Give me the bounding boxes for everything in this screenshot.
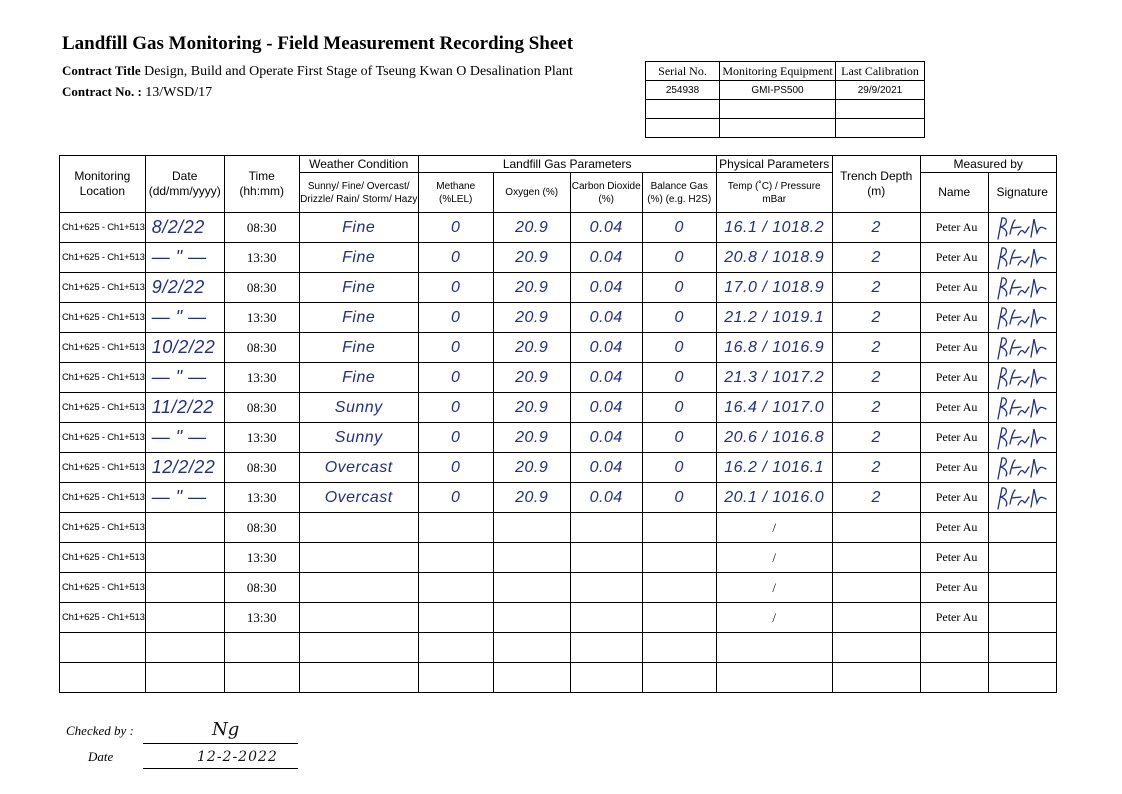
contract-title-value: Design, Build and Operate First Stage of Tseung Kwan O Desalination Plant <box>144 64 573 79</box>
header-trench-depth: Trench Depth (m) <box>832 156 920 213</box>
date-cell: 12/2/22 <box>145 453 224 483</box>
signature-cell <box>988 543 1056 573</box>
header-gas-group: Landfill Gas Parameters <box>418 156 716 173</box>
contract-no-line <box>62 84 212 101</box>
trench-depth-cell: 2 <box>832 213 920 243</box>
equipment-empty-cell <box>836 119 925 138</box>
oxygen-cell <box>493 603 570 633</box>
handwritten-signature <box>994 215 1050 241</box>
oxygen-cell: 20.9 <box>493 273 570 303</box>
trench-depth-cell: 2 <box>832 483 920 513</box>
date-cell: 10/2/22 <box>145 333 224 363</box>
check-date-value: 12-2-2022 <box>197 749 278 765</box>
temp-pressure-cell: / <box>716 543 832 573</box>
header-physical-group: Physical Parameters <box>716 156 832 173</box>
temp-pressure-cell <box>716 663 832 693</box>
location-cell: Ch1+625 - Ch1+513 <box>60 333 146 363</box>
name-cell: Peter Au <box>920 303 988 333</box>
table-row <box>60 303 1057 333</box>
table-row <box>60 423 1057 453</box>
signature-cell <box>988 243 1056 273</box>
carbon-dioxide-cell: 0.04 <box>570 393 642 423</box>
temp-pressure-cell: / <box>716 513 832 543</box>
time-cell: 08:30 <box>224 393 299 423</box>
oxygen-cell: 20.9 <box>493 453 570 483</box>
weather-cell <box>299 663 418 693</box>
time-cell <box>224 633 299 663</box>
handwritten-signature <box>994 335 1050 361</box>
carbon-dioxide-cell <box>570 603 642 633</box>
carbon-dioxide-cell <box>570 543 642 573</box>
trench-depth-cell <box>832 663 920 693</box>
trench-depth-cell <box>832 633 920 663</box>
weather-cell: Fine <box>299 303 418 333</box>
carbon-dioxide-cell <box>570 573 642 603</box>
carbon-dioxide-cell: 0.04 <box>570 483 642 513</box>
balance-gas-cell: 0 <box>642 273 716 303</box>
carbon-dioxide-cell: 0.04 <box>570 363 642 393</box>
temp-pressure-cell: / <box>716 573 832 603</box>
handwritten-signature <box>994 245 1050 271</box>
balance-gas-cell <box>642 513 716 543</box>
time-cell: 13:30 <box>224 603 299 633</box>
temp-pressure-cell: 20.1 / 1016.0 <box>716 483 832 513</box>
carbon-dioxide-cell: 0.04 <box>570 333 642 363</box>
header-name: Name <box>920 173 988 213</box>
date-cell: 11/2/22 <box>145 393 224 423</box>
date-cell <box>145 513 224 543</box>
balance-gas-cell <box>642 603 716 633</box>
methane-cell: 0 <box>418 213 493 243</box>
methane-cell <box>418 603 493 633</box>
name-cell: Peter Au <box>920 213 988 243</box>
date-cell: 9/2/22 <box>145 273 224 303</box>
date-cell <box>145 543 224 573</box>
weather-cell: Fine <box>299 273 418 303</box>
oxygen-cell: 20.9 <box>493 363 570 393</box>
header-balance-gas: Balance Gas (%) (e.g. H2S) <box>642 173 716 213</box>
weather-cell: Overcast <box>299 483 418 513</box>
header-date: Date (dd/mm/yyyy) <box>145 156 224 213</box>
trench-depth-cell: 2 <box>832 273 920 303</box>
table-row <box>60 243 1057 273</box>
temp-pressure-cell: 16.2 / 1016.1 <box>716 453 832 483</box>
methane-cell: 0 <box>418 243 493 273</box>
equipment-serial-no: 254938 <box>646 81 720 100</box>
handwritten-signature <box>994 485 1050 511</box>
weather-cell: Overcast <box>299 453 418 483</box>
methane-cell: 0 <box>418 333 493 363</box>
time-cell: 08:30 <box>224 213 299 243</box>
location-cell <box>60 663 146 693</box>
balance-gas-cell: 0 <box>642 453 716 483</box>
equipment-header-serial: Serial No. <box>646 62 720 81</box>
date-cell <box>145 573 224 603</box>
methane-cell <box>418 573 493 603</box>
table-row <box>60 603 1057 633</box>
date-cell: — " — <box>145 243 224 273</box>
equipment-table <box>645 61 925 138</box>
weather-cell <box>299 513 418 543</box>
location-cell: Ch1+625 - Ch1+513 <box>60 453 146 483</box>
header-location: Monitoring Location <box>60 156 146 213</box>
weather-cell <box>299 573 418 603</box>
trench-depth-cell <box>832 513 920 543</box>
signature-cell <box>988 633 1056 663</box>
measurement-table <box>59 155 1057 693</box>
checked-by-label: Checked by : <box>66 723 134 738</box>
name-cell: Peter Au <box>920 393 988 423</box>
contract-no-value: 13/WSD/17 <box>145 85 213 100</box>
temp-pressure-cell: 16.4 / 1017.0 <box>716 393 832 423</box>
checked-by-value: Ng <box>212 719 240 740</box>
time-cell: 08:30 <box>224 573 299 603</box>
weather-cell: Fine <box>299 243 418 273</box>
balance-gas-cell: 0 <box>642 423 716 453</box>
date-cell <box>145 663 224 693</box>
date-cell: — " — <box>145 423 224 453</box>
location-cell: Ch1+625 - Ch1+513 <box>60 243 146 273</box>
date-cell: — " — <box>145 363 224 393</box>
time-cell: 08:30 <box>224 513 299 543</box>
header-temp-pressure: Temp (˚C) / Pressure mBar <box>716 173 832 213</box>
oxygen-cell: 20.9 <box>493 333 570 363</box>
trench-depth-cell: 2 <box>832 393 920 423</box>
balance-gas-cell: 0 <box>642 363 716 393</box>
header-signature: Signature <box>988 173 1056 213</box>
location-cell: Ch1+625 - Ch1+513 <box>60 303 146 333</box>
carbon-dioxide-cell: 0.04 <box>570 423 642 453</box>
check-date-label: Date <box>88 749 114 764</box>
table-row <box>60 453 1057 483</box>
table-row <box>60 633 1057 663</box>
name-cell: Peter Au <box>920 333 988 363</box>
handwritten-signature <box>994 305 1050 331</box>
balance-gas-cell <box>642 543 716 573</box>
oxygen-cell: 20.9 <box>493 213 570 243</box>
header-weather-group: Weather Condition <box>299 156 418 173</box>
check-date-line <box>143 768 298 769</box>
methane-cell: 0 <box>418 363 493 393</box>
trench-depth-cell <box>832 603 920 633</box>
equipment-empty-cell <box>720 119 836 138</box>
trench-depth-cell <box>832 543 920 573</box>
temp-pressure-cell <box>716 633 832 663</box>
methane-cell <box>418 513 493 543</box>
date-cell: 8/2/22 <box>145 213 224 243</box>
time-cell: 13:30 <box>224 543 299 573</box>
signature-cell <box>988 273 1056 303</box>
table-row <box>60 363 1057 393</box>
temp-pressure-cell: 20.8 / 1018.9 <box>716 243 832 273</box>
equipment-empty-cell <box>646 100 720 119</box>
signature-cell <box>988 513 1056 543</box>
temp-pressure-cell: 21.2 / 1019.1 <box>716 303 832 333</box>
time-cell: 13:30 <box>224 483 299 513</box>
location-cell: Ch1+625 - Ch1+513 <box>60 213 146 243</box>
trench-depth-cell: 2 <box>832 243 920 273</box>
carbon-dioxide-cell <box>570 513 642 543</box>
balance-gas-cell: 0 <box>642 483 716 513</box>
oxygen-cell: 20.9 <box>493 243 570 273</box>
date-cell: — " — <box>145 483 224 513</box>
name-cell <box>920 663 988 693</box>
methane-cell <box>418 663 493 693</box>
time-cell: 08:30 <box>224 453 299 483</box>
location-cell: Ch1+625 - Ch1+513 <box>60 573 146 603</box>
methane-cell: 0 <box>418 393 493 423</box>
oxygen-cell <box>493 573 570 603</box>
handwritten-signature <box>994 455 1050 481</box>
carbon-dioxide-cell: 0.04 <box>570 453 642 483</box>
methane-cell: 0 <box>418 273 493 303</box>
table-row <box>60 393 1057 423</box>
time-cell: 13:30 <box>224 303 299 333</box>
location-cell: Ch1+625 - Ch1+513 <box>60 513 146 543</box>
temp-pressure-cell: 20.6 / 1016.8 <box>716 423 832 453</box>
contract-title-line <box>62 63 573 80</box>
header-weather-options: Sunny/ Fine/ Overcast/ Drizzle/ Rain/ Storm/ Hazy <box>299 173 418 213</box>
balance-gas-cell: 0 <box>642 393 716 423</box>
balance-gas-cell: 0 <box>642 303 716 333</box>
handwritten-signature <box>994 395 1050 421</box>
methane-cell <box>418 543 493 573</box>
signature-cell <box>988 483 1056 513</box>
date-cell <box>145 603 224 633</box>
location-cell: Ch1+625 - Ch1+513 <box>60 543 146 573</box>
measurement-rows <box>60 213 1057 693</box>
carbon-dioxide-cell: 0.04 <box>570 303 642 333</box>
handwritten-signature <box>994 275 1050 301</box>
time-cell: 08:30 <box>224 333 299 363</box>
name-cell: Peter Au <box>920 243 988 273</box>
location-cell <box>60 633 146 663</box>
location-cell: Ch1+625 - Ch1+513 <box>60 483 146 513</box>
table-row <box>60 663 1057 693</box>
weather-cell <box>299 633 418 663</box>
contract-no-label: Contract No. : <box>62 84 142 99</box>
name-cell: Peter Au <box>920 483 988 513</box>
temp-pressure-cell: / <box>716 603 832 633</box>
weather-cell: Sunny <box>299 423 418 453</box>
name-cell: Peter Au <box>920 603 988 633</box>
name-cell: Peter Au <box>920 543 988 573</box>
signature-cell <box>988 393 1056 423</box>
carbon-dioxide-cell: 0.04 <box>570 213 642 243</box>
name-cell: Peter Au <box>920 363 988 393</box>
balance-gas-cell: 0 <box>642 213 716 243</box>
weather-cell: Fine <box>299 333 418 363</box>
signature-cell <box>988 663 1056 693</box>
header-carbon-dioxide: Carbon Dioxide (%) <box>570 173 642 213</box>
header-measured-group: Measured by <box>920 156 1056 173</box>
oxygen-cell <box>493 663 570 693</box>
equipment-empty-cell <box>720 100 836 119</box>
signature-cell <box>988 453 1056 483</box>
carbon-dioxide-cell <box>570 663 642 693</box>
oxygen-cell: 20.9 <box>493 483 570 513</box>
contract-title-label: Contract Title <box>62 63 141 78</box>
checked-by-line <box>143 743 298 744</box>
handwritten-signature <box>994 425 1050 451</box>
oxygen-cell <box>493 543 570 573</box>
header-methane: Methane (%LEL) <box>418 173 493 213</box>
signature-cell <box>988 363 1056 393</box>
balance-gas-cell <box>642 573 716 603</box>
header-time: Time (hh:mm) <box>224 156 299 213</box>
weather-cell: Sunny <box>299 393 418 423</box>
equipment-header-calibration: Last Calibration <box>836 62 925 81</box>
signature-cell <box>988 333 1056 363</box>
trench-depth-cell: 2 <box>832 333 920 363</box>
trench-depth-cell: 2 <box>832 423 920 453</box>
location-cell: Ch1+625 - Ch1+513 <box>60 393 146 423</box>
location-cell: Ch1+625 - Ch1+513 <box>60 603 146 633</box>
location-cell: Ch1+625 - Ch1+513 <box>60 423 146 453</box>
equipment-last-calibration: 29/9/2021 <box>836 81 925 100</box>
time-cell: 13:30 <box>224 423 299 453</box>
trench-depth-cell: 2 <box>832 363 920 393</box>
table-row <box>60 513 1057 543</box>
oxygen-cell <box>493 513 570 543</box>
signature-cell <box>988 213 1056 243</box>
weather-cell: Fine <box>299 213 418 243</box>
name-cell <box>920 633 988 663</box>
oxygen-cell: 20.9 <box>493 303 570 333</box>
time-cell <box>224 663 299 693</box>
signature-cell <box>988 303 1056 333</box>
temp-pressure-cell: 17.0 / 1018.9 <box>716 273 832 303</box>
carbon-dioxide-cell: 0.04 <box>570 273 642 303</box>
name-cell: Peter Au <box>920 453 988 483</box>
equipment-empty-cell <box>646 119 720 138</box>
name-cell: Peter Au <box>920 423 988 453</box>
trench-depth-cell: 2 <box>832 453 920 483</box>
oxygen-cell: 20.9 <box>493 393 570 423</box>
time-cell: 13:30 <box>224 243 299 273</box>
table-row <box>60 543 1057 573</box>
name-cell: Peter Au <box>920 573 988 603</box>
table-row <box>60 333 1057 363</box>
oxygen-cell <box>493 633 570 663</box>
equipment-model: GMI-PS500 <box>720 81 836 100</box>
table-row <box>60 273 1057 303</box>
table-row <box>60 483 1057 513</box>
signature-cell <box>988 603 1056 633</box>
balance-gas-cell <box>642 633 716 663</box>
signature-cell <box>988 573 1056 603</box>
oxygen-cell: 20.9 <box>493 423 570 453</box>
trench-depth-cell <box>832 573 920 603</box>
weather-cell <box>299 603 418 633</box>
methane-cell <box>418 633 493 663</box>
temp-pressure-cell: 16.1 / 1018.2 <box>716 213 832 243</box>
balance-gas-cell <box>642 663 716 693</box>
table-row <box>60 573 1057 603</box>
location-cell: Ch1+625 - Ch1+513 <box>60 273 146 303</box>
name-cell: Peter Au <box>920 273 988 303</box>
name-cell: Peter Au <box>920 513 988 543</box>
location-cell: Ch1+625 - Ch1+513 <box>60 363 146 393</box>
balance-gas-cell: 0 <box>642 333 716 363</box>
date-cell <box>145 633 224 663</box>
equipment-empty-cell <box>836 100 925 119</box>
methane-cell: 0 <box>418 423 493 453</box>
methane-cell: 0 <box>418 483 493 513</box>
handwritten-signature <box>994 365 1050 391</box>
carbon-dioxide-cell: 0.04 <box>570 243 642 273</box>
signature-cell <box>988 423 1056 453</box>
time-cell: 08:30 <box>224 273 299 303</box>
weather-cell <box>299 543 418 573</box>
temp-pressure-cell: 21.3 / 1017.2 <box>716 363 832 393</box>
date-cell: — " — <box>145 303 224 333</box>
trench-depth-cell: 2 <box>832 303 920 333</box>
equipment-header-model: Monitoring Equipment <box>720 62 836 81</box>
methane-cell: 0 <box>418 303 493 333</box>
page-title: Landfill Gas Monitoring - Field Measurement Recording Sheet <box>62 33 574 54</box>
carbon-dioxide-cell <box>570 633 642 663</box>
header-oxygen: Oxygen (%) <box>493 173 570 213</box>
weather-cell: Fine <box>299 363 418 393</box>
time-cell: 13:30 <box>224 363 299 393</box>
table-row <box>60 213 1057 243</box>
temp-pressure-cell: 16.8 / 1016.9 <box>716 333 832 363</box>
methane-cell: 0 <box>418 453 493 483</box>
balance-gas-cell: 0 <box>642 243 716 273</box>
